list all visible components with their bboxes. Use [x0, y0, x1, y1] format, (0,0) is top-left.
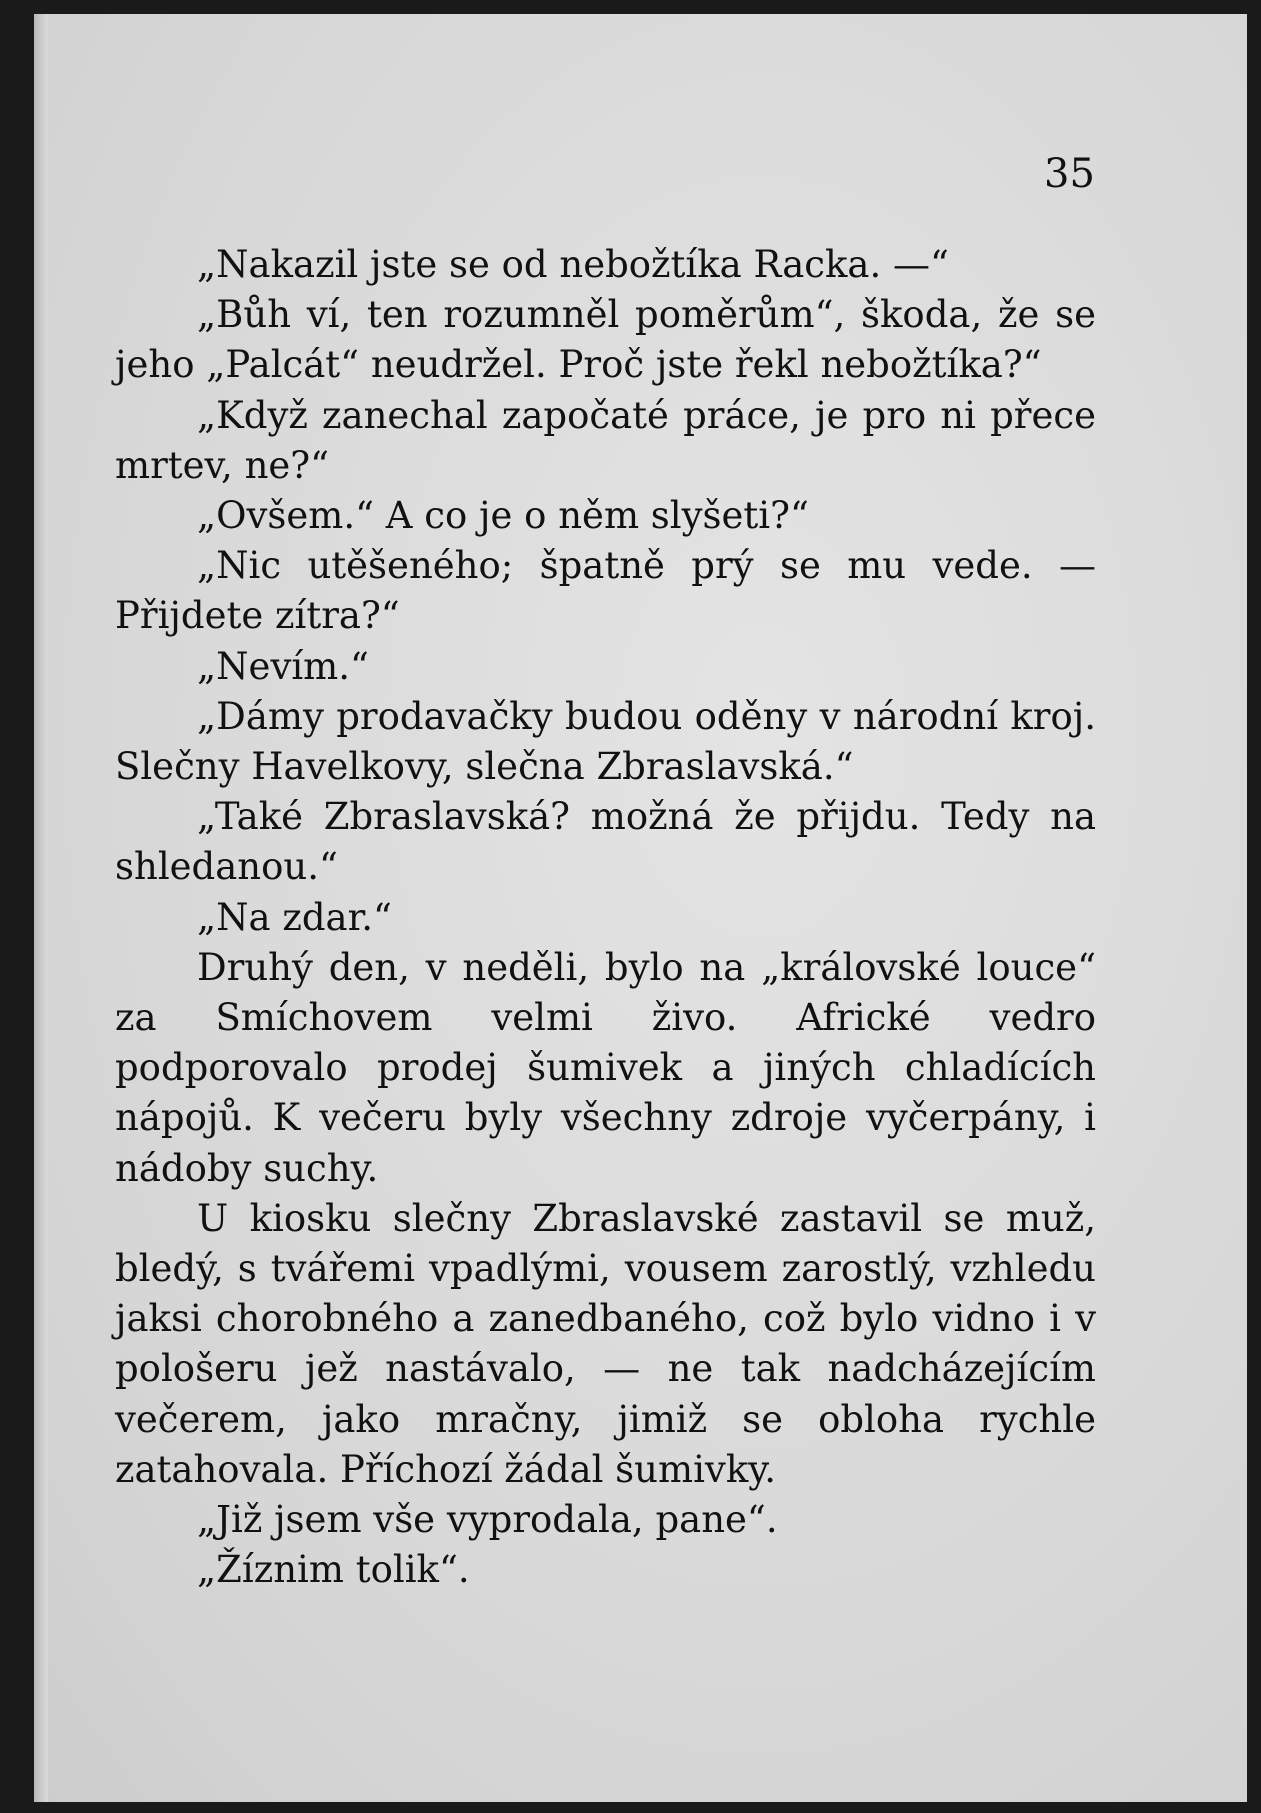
paragraph: „Již jsem vše vyprodala, pane“. [197, 1498, 778, 1542]
paragraph: „Bůh ví, ten rozumněl poměrům“, škoda, že se jeho „Palcát“ neudržel. Proč jste řekl nebožtíka?“ [115, 293, 1096, 387]
paragraph: „Nic utěšeného; špatně prý se mu vede. — Přijdete zítra?“ [115, 544, 1096, 638]
paragraph: „Nakazil jste se od nebožtíka Racka. —“ [197, 243, 949, 286]
paragraph: U kiosku slečny Zbraslavské zastavil se muž, bledý, s tvářemi vpadlými, vousem zarostlý, vzhledu jaksi chorobného a zanedbaného, což bylo vidno i v pološeru jež nastávalo, — ne tak nadcházejícím večerem, jako mračny, jimiž se obloha rychle zatahovala. Příchozí žádal šumivky. [115, 1196, 1096, 1491]
paragraph: „Dámy prodavačky budou oděny v národní kroj. Slečny Havelkovy, slečna Zbraslavská.“ [115, 694, 1096, 789]
body-text [115, 240, 1096, 1595]
paragraph: „Ovšem.“ A co je o něm slyšeti?“ [197, 494, 809, 538]
paragraph: „Na zdar.“ [197, 895, 392, 939]
paragraph: „Také Zbraslavská? možná že přijdu. Tedy na shledanou.“ [115, 795, 1096, 889]
paragraph: „Nevím.“ [197, 644, 369, 688]
paragraph: „Žíznim tolik“. [197, 1548, 470, 1592]
paragraph: Druhý den, v neděli, bylo na „královské louce“ za Smíchovem velmi živo. Africké vedro podporovalo prodej šumivek a jiných chladících nápojů. K večeru byly všechny zdroje vyčerpány, i nádoby suchy. [115, 945, 1096, 1190]
paragraph: „Když zanechal započaté práce, je pro ni přece mrtev, ne?“ [115, 393, 1096, 487]
book-page [34, 14, 1247, 1802]
page-gutter [34, 14, 48, 1802]
page-number: 35 [1044, 151, 1095, 197]
